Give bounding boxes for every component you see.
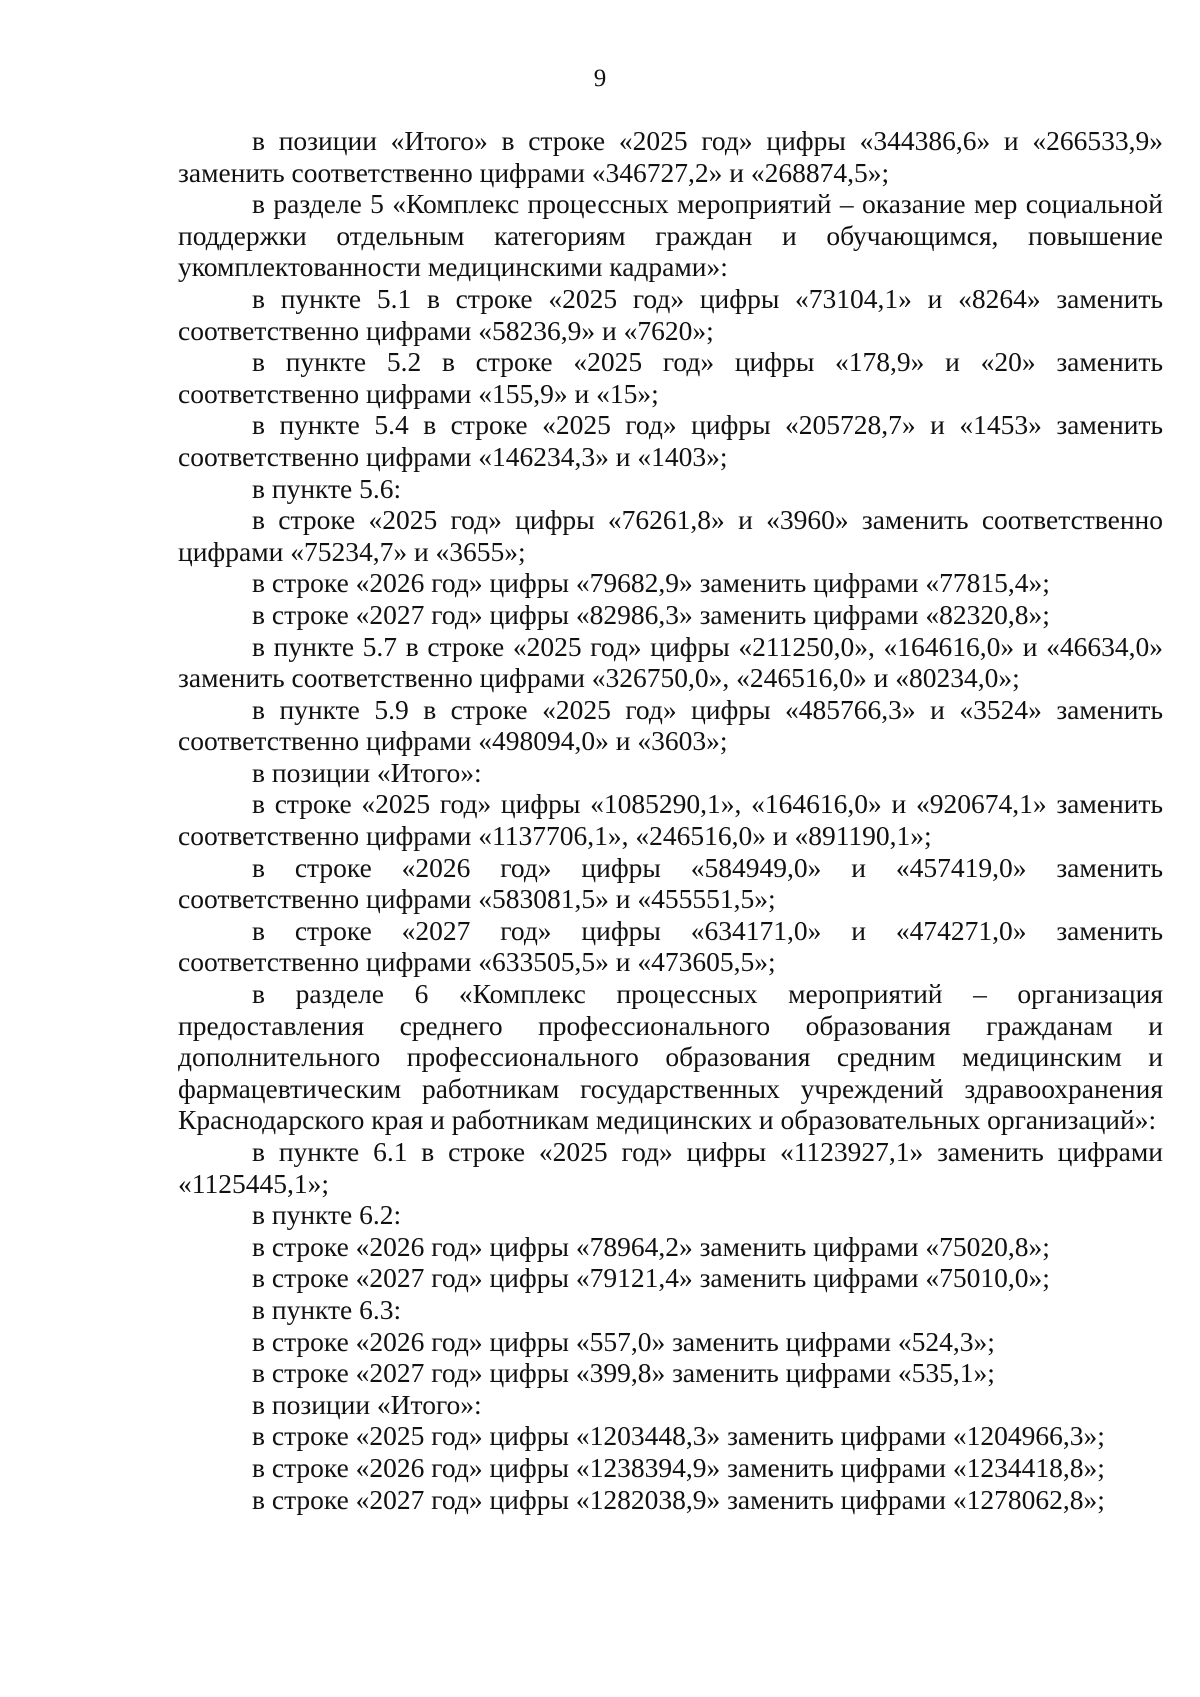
paragraph: в строке «2026 год» цифры «1238394,9» заменить цифрами «1234418,8»; [252,1451,1105,1483]
paragraph: в строке «2027 год» цифры «1282038,9» заменить цифрами «1278062,8»; [252,1483,1105,1515]
paragraph: в строке «2025 год» цифры «76261,8» и «3960» заменить соответственно цифрами «75234,7» и «3655»; [178,504,1163,567]
paragraph: в строке «2026 год» цифры «79682,9» заменить цифрами «77815,4»; [252,567,1050,599]
paragraph: в пункте 6.1 в строке «2025 год» цифры «1123927,1» заменить цифрами «1125445,1»; [178,1136,1163,1199]
paragraph: в строке «2026 год» цифры «584949,0» и «457419,0» заменить соответственно цифрами «583081,5» и «455551,5»; [178,851,1163,915]
paragraph: в строке «2025 год» цифры «1203448,3» заменить цифрами «1204966,3»; [252,1420,1105,1452]
paragraph: в строке «2027 год» цифры «79121,4» заменить цифрами «75010,0»; [252,1262,1050,1294]
paragraph: в строке «2026 год» цифры «78964,2» заменить цифрами «75020,8»; [252,1230,1050,1262]
paragraph: в пункте 5.4 в строке «2025 год» цифры «205728,7» и «1453» заменить соответственно цифрами «146234,3» и «1403»; [178,409,1163,472]
paragraph: в пункте 5.6: [252,472,402,504]
paragraph: в разделе 6 «Комплекс процессных мероприятий – организация предоставления среднего профессионального образования гражданам и дополнительного профессионального образования средним медицинским и фармацевтическим работникам государственных учреждений здравоохранения Краснодарского края и работникам медицинских и образовательных организаций»: [178,978,1163,1136]
document-body [178,125,1163,1515]
paragraph: в пункте 5.9 в строке «2025 год» цифры «485766,3» и «3524» заменить соответственно цифрами «498094,0» и «3603»; [178,693,1163,757]
paragraph: в пункте 6.2: [252,1199,402,1231]
page-number: 9 [593,65,607,92]
paragraph: в пункте 6.3: [252,1293,402,1325]
paragraph: в строке «2026 год» цифры «557,0» заменить цифрами «524,3»; [252,1325,995,1357]
paragraph: в пункте 5.7 в строке «2025 год» цифры «211250,0», «164616,0» и «46634,0» заменить соответственно цифрами «326750,0», «246516,0» и «80234,0»; [178,630,1163,694]
paragraph: в пункте 5.2 в строке «2025 год» цифры «178,9» и «20» заменить соответственно цифрами «155,9» и «15»; [178,346,1163,409]
paragraph: в разделе 5 «Комплекс процессных мероприятий – оказание мер социальной поддержки отдельным категориям граждан и обучающимся, повышение укомплектованности медицинскими кадрами»: [178,188,1163,283]
paragraph: в строке «2027 год» цифры «634171,0» и «474271,0» заменить соответственно цифрами «633505,5» и «473605,5»; [178,914,1163,978]
paragraph: в позиции «Итого» в строке «2025 год» цифры «344386,6» и «266533,9» заменить соответственно цифрами «346727,2» и «268874,5»; [178,125,1163,188]
paragraph: в строке «2025 год» цифры «1085290,1», «164616,0» и «920674,1» заменить соответственно цифрами «1137706,1», «246516,0» и «891190,1»; [178,788,1163,852]
paragraph: в строке «2027 год» цифры «399,8» заменить цифрами «535,1»; [252,1357,995,1389]
paragraph: в пункте 5.1 в строке «2025 год» цифры «73104,1» и «8264» заменить соответственно цифрами «58236,9» и «7620»; [178,282,1163,346]
paragraph: в строке «2027 год» цифры «82986,3» заменить цифрами «82320,8»; [252,598,1050,630]
paragraph: в позиции «Итого»: [252,756,482,788]
paragraph: в позиции «Итого»: [252,1388,482,1420]
